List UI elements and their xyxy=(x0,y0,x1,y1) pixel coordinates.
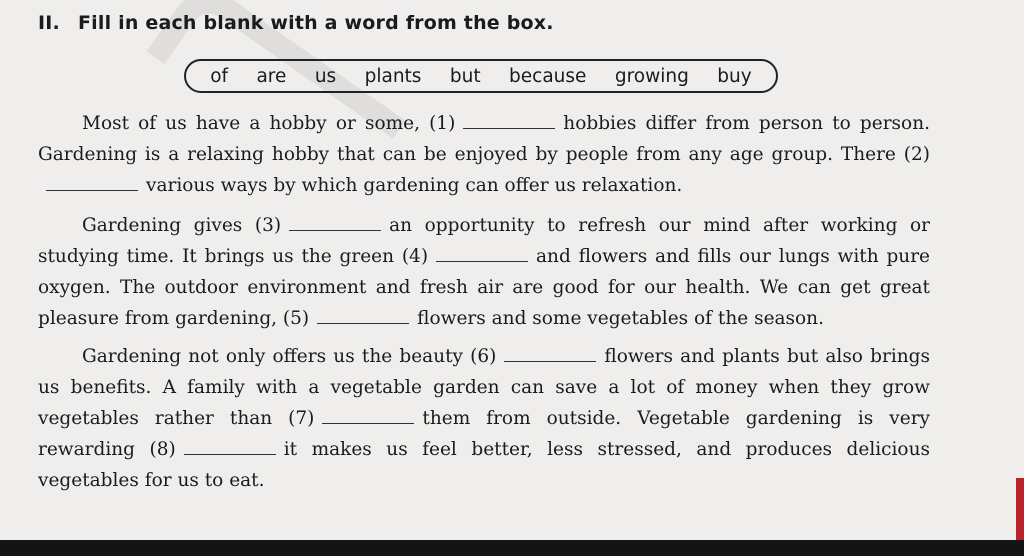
paragraph-2 xyxy=(38,210,930,334)
word-option: are xyxy=(256,65,287,87)
text-segment: hobbies differ from person to person. Gardening is a relaxing hobby that can be enjoyed by people from any age group. There (2) xyxy=(38,113,930,165)
blank-4 xyxy=(436,260,528,262)
text-segment: and flowers and fills our lungs with pure oxygen. The outdoor environment and fresh air are good for our health. We can get great pleasure from gardening, (5) xyxy=(38,246,930,329)
text-segment: an opportunity to refresh our mind after working or studying time. It brings us the green (4) xyxy=(38,215,931,267)
word-option: plants xyxy=(364,65,422,87)
word-option: but xyxy=(449,65,481,87)
text-segment: it makes us feel better, less stressed, and produces delicious vegetables for us to eat. xyxy=(38,439,930,491)
blank-7 xyxy=(322,422,414,424)
exercise-instruction: Fill in each blank with a word from the box. xyxy=(77,12,554,34)
word-box xyxy=(184,59,778,93)
text-segment: Most of us have a hobby or some, (1) xyxy=(82,113,456,134)
paragraph-1 xyxy=(38,108,930,201)
exercise-number: II. xyxy=(38,12,60,34)
exercise-heading xyxy=(38,12,554,34)
blank-5 xyxy=(317,322,409,324)
text-segment: Gardening gives (3) xyxy=(82,215,282,236)
blank-6 xyxy=(504,360,596,362)
blank-8 xyxy=(184,453,276,455)
blank-3 xyxy=(289,229,381,231)
edge-mark xyxy=(1016,478,1024,542)
text-segment: various ways by which gardening can offer us relaxation. xyxy=(146,175,683,196)
word-option: growing xyxy=(614,65,689,87)
text-segment: Gardening not only offers us the beauty (6) xyxy=(82,346,497,367)
word-option: buy xyxy=(717,65,752,87)
bottom-bar xyxy=(0,540,1024,556)
word-option: of xyxy=(210,65,229,87)
text-segment: flowers and plants but also brings us benefits. A family with a vegetable garden can save a lot of money when they grow vegetables rather than (7) xyxy=(38,346,930,429)
text-segment: flowers and some vegetables of the season. xyxy=(417,308,824,329)
blank-1 xyxy=(463,127,555,129)
paragraph-3 xyxy=(38,341,930,496)
word-option: us xyxy=(314,65,337,87)
blank-2 xyxy=(46,189,138,191)
word-option: because xyxy=(509,65,587,87)
text-segment: them from outside. Vegetable gardening is very rewarding (8) xyxy=(38,408,930,460)
